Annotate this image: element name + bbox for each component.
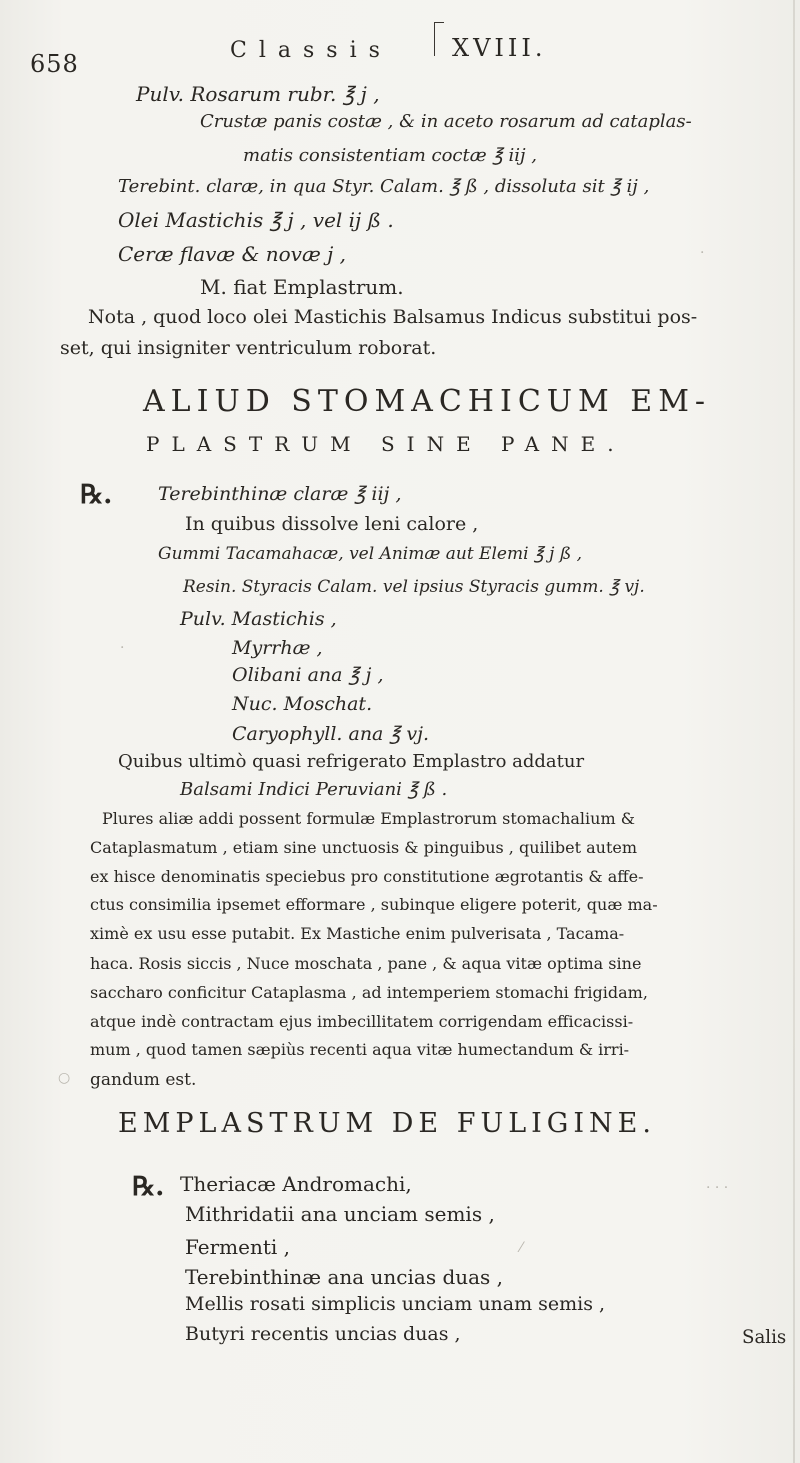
running-head-classis: Classis [230, 38, 392, 63]
section2-line-9: Caryophyll. ana ℥ vj. [232, 723, 430, 745]
section2-paragraph-line-8: atque indè contractam ejus imbecillitatem corrigendam efficacissi- [90, 1012, 634, 1031]
section2-line-11: Balsami Indici Peruviani ℥ ß . [180, 779, 448, 800]
print-speck: · · · [706, 1180, 729, 1196]
section2-paragraph-line-7: saccharo conficitur Cataplasma , ad intemperiem stomachi frigidam, [90, 983, 648, 1002]
section2-line-8: Nuc. Moschat. [232, 693, 373, 715]
recipe1-line-5: Olei Mastichis ℥ j , vel ij ß . [118, 208, 394, 232]
print-speck: ⁄ [520, 1240, 523, 1256]
section2-recipe-symbol: ℞. [80, 480, 113, 510]
recipe1-line-4: Terebint. claræ, in qua Styr. Calam. ℥ ß , dissoluta sit ℥ ij , [118, 176, 650, 197]
catchword: Salis [742, 1326, 787, 1348]
section2-line-6: Myrrhæ , [232, 637, 323, 659]
section2-line-4: Resin. Styracis Calam. vel ipsius Styracis gumm. ℥ vj. [183, 577, 645, 597]
section3-line-1: Theriacæ Andromachi, [180, 1172, 412, 1196]
section2-paragraph-line-3: ex hisce denominatis speciebus pro constitutione ægrotantis & affe- [90, 867, 644, 886]
section2-paragraph-line-2: Cataplasmatum , etiam sine unctuosis & pinguibus , quilibet autem [90, 838, 638, 857]
page-number: 658 [30, 50, 79, 78]
section2-paragraph-line-9: mum , quod tamen sæpiùs recenti aqua vitæ humectandum & irri- [90, 1040, 630, 1059]
section2-line-10: Quibus ultimò quasi refrigerato Emplastro addatur [118, 751, 585, 772]
section2-line-1: Terebinthinæ claræ ℥ iij , [158, 483, 402, 505]
recipe1-line-3: matis consistentiam coctæ ℥ iij , [243, 145, 538, 166]
section2-paragraph-line-1: Plures aliæ addi possent formulæ Emplastrorum stomachalium & [102, 809, 635, 828]
print-speck: ○ [58, 1070, 71, 1086]
print-speck: · [120, 640, 125, 656]
running-head-rule [434, 22, 435, 56]
section2-line-2: In quibus dissolve leni calore , [185, 513, 479, 535]
section2-paragraph-line-4: ctus consimilia ipsemet efformare , subinque eligere poterit, quæ ma- [90, 895, 658, 914]
page-edge [793, 0, 795, 1463]
section2-line-5: Pulv. Mastichis , [180, 608, 337, 630]
recipe1-line-2: Crustæ panis costæ , & in aceto rosarum ad cataplas- [200, 111, 692, 132]
section2-paragraph-line-10: gandum est. [90, 1070, 197, 1090]
section2-line-7: Olibani ana ℥ j , [232, 664, 384, 686]
section3-line-5: Mellis rosati simplicis unciam unam semis , [185, 1293, 606, 1315]
section2-subtitle: PLASTRUM SINE PANE. [146, 432, 626, 456]
recipe1-nota-line-1: Nota , quod loco olei Mastichis Balsamus Indicus substitui pos- [88, 306, 698, 328]
section2-line-3: Gummi Tacamahacæ, vel Animæ aut Elemi ℥ j ß , [158, 544, 582, 564]
section2-title: ALIUD STOMACHICUM EM- [143, 384, 712, 419]
section3-line-4: Terebinthinæ ana uncias duas , [185, 1265, 504, 1289]
section3-line-2: Mithridatii ana unciam semis , [185, 1202, 495, 1226]
section2-paragraph-line-5: ximè ex usu esse putabit. Ex Mastiche enim pulverisata , Tacama- [90, 924, 625, 943]
recipe1-nota-line-2: set, qui insigniter ventriculum roborat. [60, 337, 437, 359]
section3-line-6: Butyri recentis uncias duas , [185, 1323, 461, 1345]
section3-line-3: Fermenti , [185, 1235, 291, 1259]
recipe1-instruction: M. fiat Emplastrum. [200, 275, 404, 299]
section2-paragraph-line-6: haca. Rosis siccis , Nuce moschata , pane , & aqua vitæ optima sine [90, 954, 642, 973]
recipe1-line-1: Pulv. Rosarum rubr. ℥ j , [136, 82, 380, 106]
section3-title: EMPLASTRUM DE FULIGINE. [118, 1108, 656, 1139]
recipe1-line-6: Ceræ flavæ & novæ j , [118, 242, 347, 266]
section3-recipe-symbol: ℞. [132, 1172, 165, 1202]
running-head-number: XVIII. [452, 34, 547, 62]
print-speck: · [700, 245, 705, 261]
running-head-rule-top [434, 22, 444, 23]
